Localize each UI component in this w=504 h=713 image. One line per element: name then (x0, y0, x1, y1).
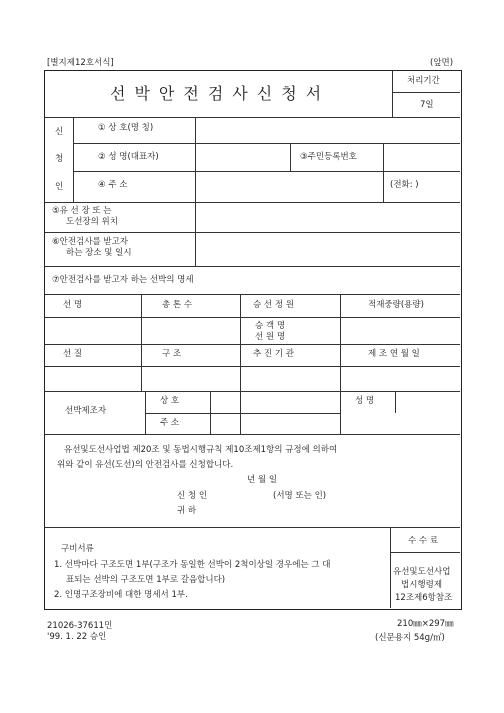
col-build-date: 제 조 연 월 일 (368, 349, 420, 359)
crew-label: 선 원 명 (255, 332, 286, 342)
trade-name-label: ① 상 호(명 칭) (98, 123, 154, 133)
load-weight-field[interactable] (341, 318, 459, 343)
col-engine: 추 진 기 관 (253, 349, 294, 359)
col-hull-material: 선 질 (63, 349, 83, 359)
sign-or-seal-label: (서명 또는 인) (273, 491, 327, 501)
col-load-weight: 적재중량(용량) (368, 300, 424, 310)
front-side-label: (앞면) (430, 58, 454, 68)
inspect-place-field[interactable] (196, 233, 459, 265)
gross-tonnage-field[interactable] (142, 318, 239, 343)
address-label: ④ 주 소 (98, 180, 128, 190)
phone-label: (전화: ) (390, 180, 419, 190)
paper-type: (신문용지 54g/㎡) (375, 633, 445, 643)
builder-trade-name-label: 상 호 (160, 396, 180, 406)
structure-field[interactable] (142, 367, 239, 390)
build-date-field[interactable] (341, 367, 459, 390)
hull-material-field[interactable] (46, 367, 140, 390)
ship-name-field[interactable] (46, 318, 140, 343)
passenger-label: 승 객 명 (255, 321, 286, 331)
col-capacity: 승 선 정 원 (253, 300, 294, 310)
location-label-2: 도선장의 위치 (66, 217, 118, 227)
applicant-char-1: 신 (55, 127, 64, 137)
processing-period-label: 처리기간 (407, 76, 440, 86)
address-field[interactable] (196, 172, 382, 201)
addressee-label: 귀 하 (177, 506, 197, 516)
fee-line-1: 유선및도선사업 (393, 567, 451, 577)
ship-detail-title: ⑦안전검사를 받고자 하는 선박의 명세 (52, 275, 194, 285)
trade-name-field[interactable] (196, 118, 459, 142)
page-title: 선박안전검사신청서 (110, 84, 331, 103)
fee-label: 수 수 료 (408, 536, 439, 546)
builder-name-field[interactable] (396, 392, 459, 412)
builder-label: 선박제조자 (65, 406, 107, 416)
date-line: 년 월 일 (247, 475, 278, 485)
location-label-1: ⑤유 선 장 또 는 (52, 206, 112, 216)
fee-line-2: 법시행령제 (401, 580, 443, 590)
builder-address-field[interactable] (211, 414, 339, 433)
declaration-line-1: 유선및도선사업법 제20조 및 동법시행규칙 제10조제1항의 규정에 의하여 (64, 445, 338, 455)
rep-name-label: ② 성 명(대표자) (98, 152, 159, 162)
inspect-place-label-2: 하는 장소 및 일시 (66, 248, 132, 258)
processing-period-value: 7일 (420, 100, 434, 110)
applicant-char-3: 인 (55, 182, 64, 192)
document-item-2: 2. 인명구조장비에 대한 명세서 1부. (54, 590, 188, 600)
engine-field[interactable] (241, 367, 339, 390)
form-number: [별지제12호서식] (47, 58, 114, 68)
approval-date: '99. 1. 22 승인 (47, 632, 107, 642)
paper-size: 210㎜×297㎜ (397, 619, 454, 629)
document-item-1b: 표되는 선박의 구조도면 1부로 갈음합니다) (66, 575, 226, 585)
builder-address-label: 주 소 (160, 418, 180, 428)
col-gross-tonnage: 총 톤 수 (162, 300, 193, 310)
fee-line-3: 12조제6항참조 (395, 593, 453, 603)
builder-trade-name-field[interactable] (211, 392, 339, 412)
applicant-char-2: 청 (55, 154, 64, 164)
form-code: 21026-37611민 (47, 621, 113, 631)
rep-name-field[interactable] (196, 144, 289, 170)
builder-name-label: 성 명 (355, 396, 375, 406)
col-structure: 구 조 (162, 349, 182, 359)
resident-number-label: ③주민등록번호 (300, 152, 357, 162)
col-ship-name: 선 명 (63, 300, 83, 310)
document-item-1a: 1. 선박마다 구조도면 1부(구조가 동일한 선박이 2척이상일 경우에는 그 대 (54, 560, 331, 570)
documents-title: 구비서류 (61, 544, 94, 554)
declaration-line-2: 위와 같이 유선(도선)의 안전검사를 신청합니다. (57, 460, 234, 470)
applicant-sign-label: 신 청 인 (177, 491, 208, 501)
inspect-place-label-1: ⑥안전검사를 받고자 (52, 237, 129, 247)
location-field[interactable] (196, 203, 459, 231)
resident-number-field[interactable] (384, 144, 459, 170)
